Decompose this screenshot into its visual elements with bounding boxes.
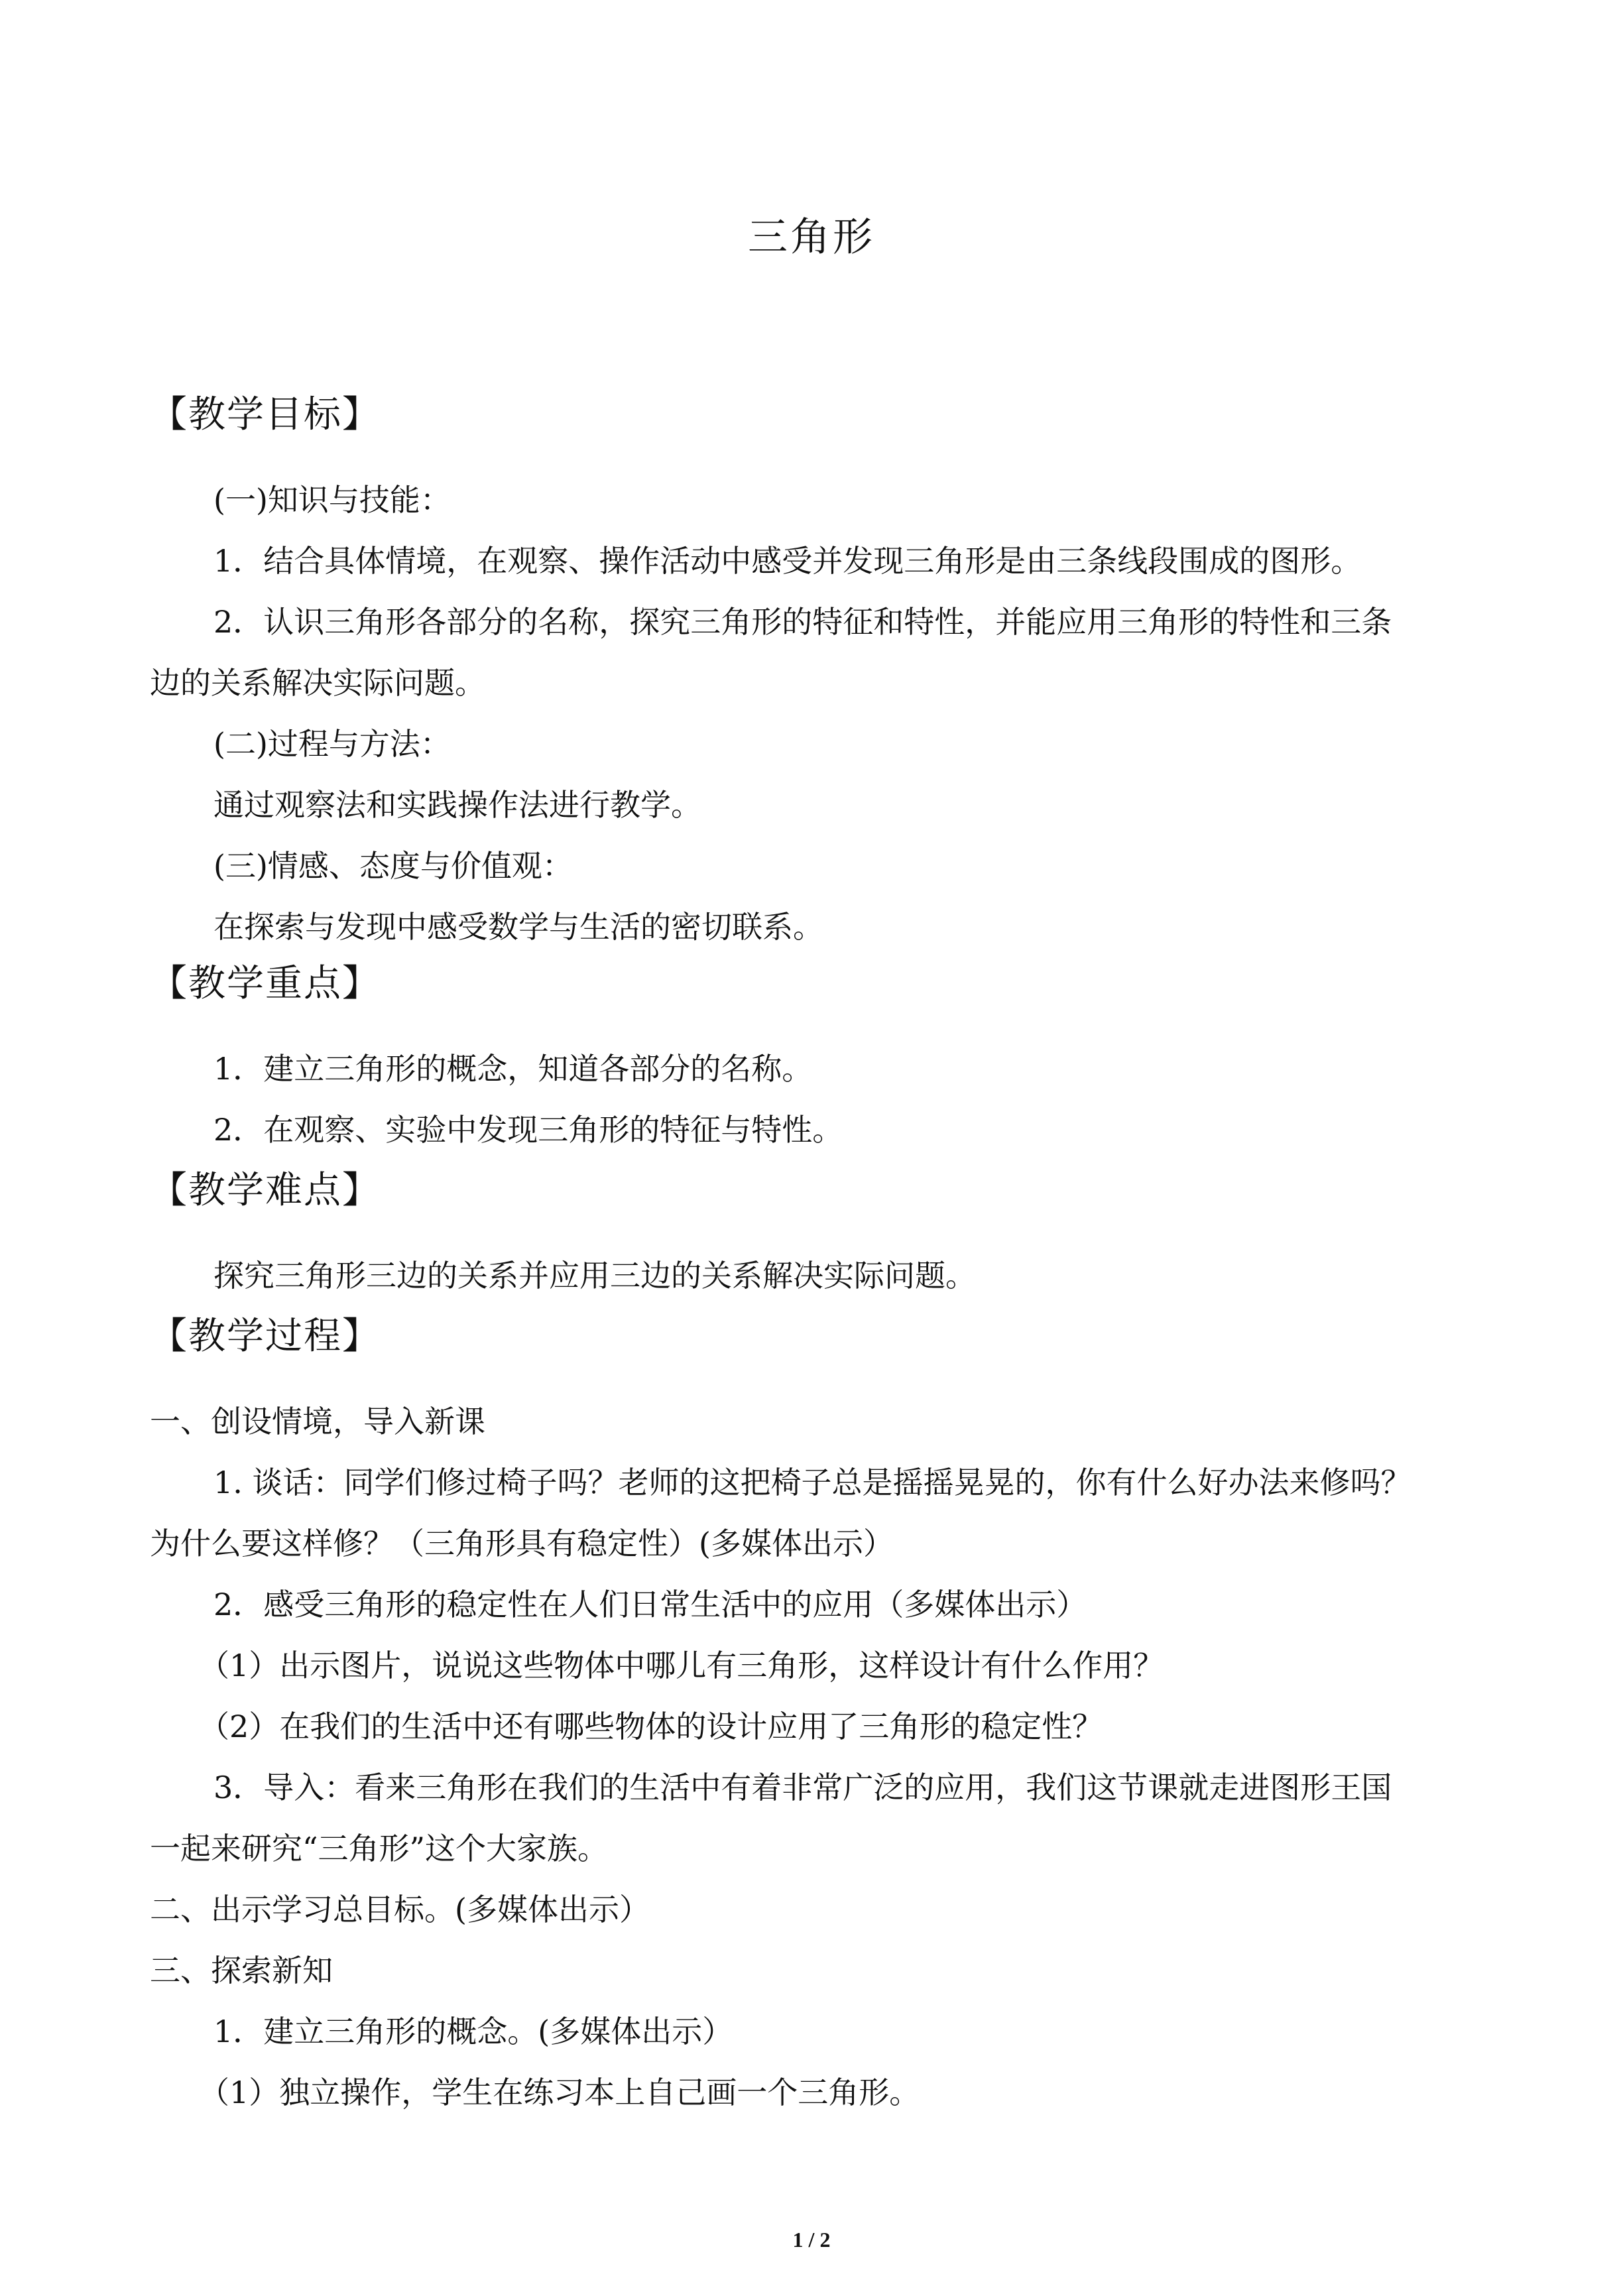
key-points-line: 1．建立三角形的概念，知道各部分的名称。 — [213, 1051, 813, 1087]
process-line: 2．感受三角形的稳定性在人们日常生活中的应用（多媒体出示） — [213, 1587, 1087, 1622]
page-title: 三角形 — [748, 214, 875, 261]
goals-line: 通过观察法和实践操作法进行教学。 — [213, 787, 701, 823]
process-line: （1）出示图片，说说这些物体中哪儿有三角形，这样设计有什么作用？ — [199, 1648, 1164, 1683]
process-line: （2）在我们的生活中还有哪些物体的设计应用了三角形的稳定性？ — [199, 1709, 1103, 1744]
process-line: 3．导入：看来三角形在我们的生活中有着非常广泛的应用，我们这节课就走进图形王国 — [213, 1770, 1392, 1805]
goals-line: 2．认识三角形各部分的名称，探究三角形的特征和特性，并能应用三角形的特性和三条 — [213, 604, 1392, 640]
process-line: 1．建立三角形的概念。(多媒体出示） — [213, 2014, 733, 2049]
process-line: 1. 谈话：同学们修过椅子吗？老师的这把椅子总是摇摇晃晃的，你有什么好办法来修吗？ — [213, 1465, 1412, 1500]
goals-line: (一)知识与技能： — [213, 482, 451, 518]
goals-line: (二)过程与方法： — [213, 726, 451, 762]
process-line: 二、出示学习总目标。(多媒体出示） — [150, 1892, 650, 1927]
section-heading-key-points: 【教学重点】 — [150, 962, 381, 1005]
process-line: 一、创设情境，导入新课 — [150, 1404, 485, 1439]
process-line: 一起来研究“三角形”这个大家族。 — [150, 1831, 609, 1866]
process-line: 三、探索新知 — [150, 1953, 333, 1988]
key-points-line: 2．在观察、实验中发现三角形的特征与特性。 — [213, 1112, 843, 1148]
goals-line: 在探索与发现中感受数学与生活的密切联系。 — [213, 909, 823, 945]
section-heading-goals: 【教学目标】 — [150, 393, 381, 436]
process-line: （1）独立操作，学生在练习本上自己画一个三角形。 — [199, 2075, 920, 2110]
page-number: 1 / 2 — [792, 2228, 831, 2252]
section-heading-process: 【教学过程】 — [150, 1315, 381, 1358]
goals-line: 边的关系解决实际问题。 — [150, 665, 485, 701]
process-line: 为什么要这样修？（三角形具有稳定性）(多媒体出示） — [150, 1526, 894, 1561]
goals-line: (三)情感、态度与价值观： — [213, 848, 573, 884]
goals-line: 1．结合具体情境，在观察、操作活动中感受并发现三角形是由三条线段围成的图形。 — [213, 543, 1362, 579]
difficulties-line: 探究三角形三边的关系并应用三边的关系解决实际问题。 — [213, 1258, 976, 1294]
section-heading-difficulties: 【教学难点】 — [150, 1169, 381, 1212]
